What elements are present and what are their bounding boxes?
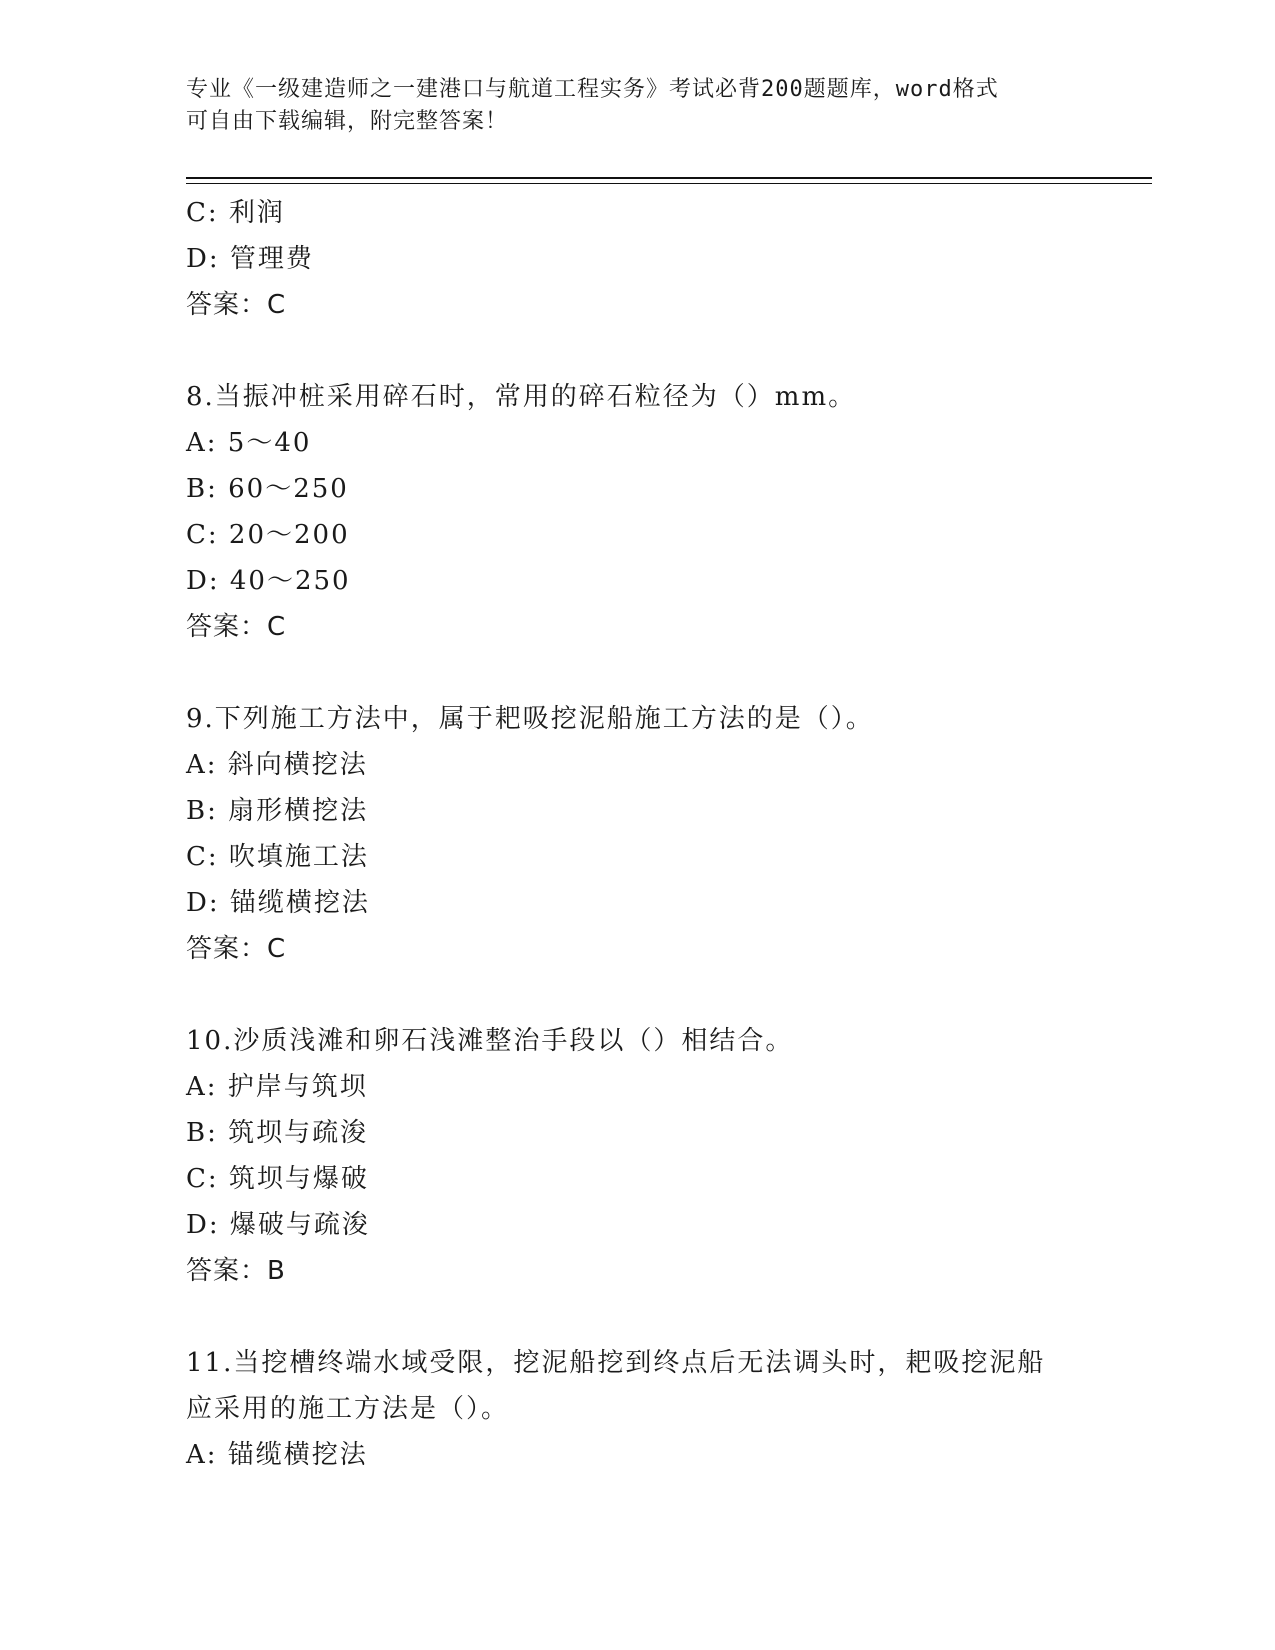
question-9 [186, 696, 1086, 972]
option-d: D: 锚缆横挖法 [186, 888, 370, 918]
answer-line: 答案：C [186, 612, 287, 642]
answer-line: 答案：C [186, 290, 287, 320]
previous-question-tail [186, 190, 1086, 328]
option-b: B: 筑坝与疏浚 [186, 1118, 369, 1148]
option-a: A: 5～40 [186, 428, 312, 458]
question-10 [186, 1018, 1086, 1294]
spacer [186, 972, 1086, 1018]
header-title-line-1: 专业《一级建造师之一建港口与航道工程实务》考试必背200题题库，word格式 [186, 77, 999, 102]
question-text: 10.沙质浅滩和卵石浅滩整治手段以（）相结合。 [186, 1026, 794, 1056]
option-c: C: 筑坝与爆破 [186, 1164, 369, 1194]
option-b: B: 扇形横挖法 [186, 796, 369, 826]
header-title-line-2: 可自由下载编辑，附完整答案！ [186, 109, 509, 134]
question-text: 8.当振冲桩采用碎石时，常用的碎石粒径为（）mm。 [186, 382, 857, 412]
option-a: A: 斜向横挖法 [186, 750, 368, 780]
spacer [186, 328, 1086, 374]
option-c: C: 利润 [186, 198, 285, 228]
question-11 [186, 1340, 1086, 1478]
option-b: B: 60～250 [186, 474, 349, 504]
option-d: D: 爆破与疏浚 [186, 1210, 370, 1240]
option-c: C: 20～200 [186, 520, 350, 550]
option-d: D: 40～250 [186, 566, 351, 596]
option-a: A: 锚缆横挖法 [186, 1440, 368, 1470]
header-divider-thick [186, 177, 1152, 179]
answer-line: 答案：C [186, 934, 287, 964]
header-divider-thin [186, 183, 1152, 184]
spacer [186, 650, 1086, 696]
option-a: A: 护岸与筑坝 [186, 1072, 368, 1102]
answer-line: 答案：B [186, 1256, 286, 1286]
question-text-line-1: 11.当挖槽终端水域受限，挖泥船挖到终点后无法调头时，耙吸挖泥船 [186, 1348, 1046, 1378]
option-d: D: 管理费 [186, 244, 314, 274]
question-8 [186, 374, 1086, 650]
question-text: 9.下列施工方法中，属于耙吸挖泥船施工方法的是（）。 [186, 704, 874, 734]
question-list [186, 190, 1086, 1478]
spacer [186, 1294, 1086, 1340]
question-text-line-2: 应采用的施工方法是（）。 [186, 1394, 510, 1424]
option-c: C: 吹填施工法 [186, 842, 369, 872]
document-header [186, 74, 1076, 138]
